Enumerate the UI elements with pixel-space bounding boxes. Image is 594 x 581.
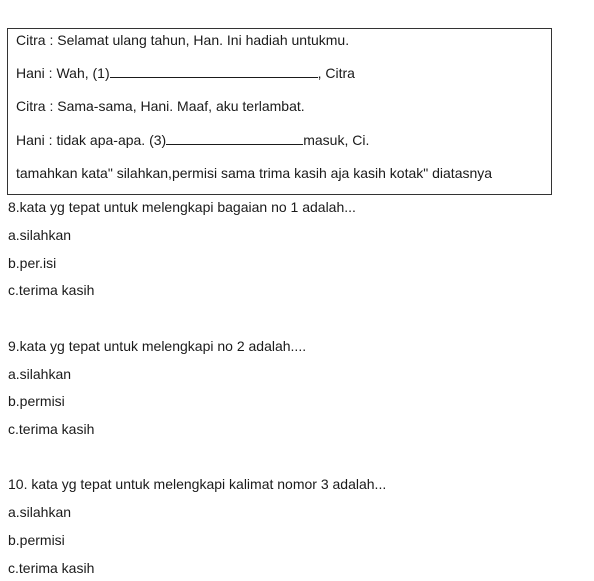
question-10-option-b: b.permisi	[8, 532, 65, 548]
question-10-option-c: c.terima kasih	[8, 560, 95, 576]
dialog-line-hani-invite-start: Hani : tidak apa-apa. (3)	[16, 132, 167, 148]
dialog-line-hani-reply	[16, 65, 355, 81]
question-10-prompt: 10. kata yg tepat untuk melengkapi kalimat nomor 3 adalah...	[8, 476, 387, 492]
dialog-box	[7, 28, 552, 195]
question-8-option-c: c.terima kasih	[8, 282, 95, 298]
question-9-option-a: a.silahkan	[8, 366, 72, 382]
dialog-line-citra-apology: Citra : Sama-sama, Hani. Maaf, aku terlambat.	[16, 98, 305, 114]
question-10-option-a: a.silahkan	[8, 504, 72, 520]
question-9-option-b: b.permisi	[8, 393, 65, 409]
question-8-option-a: a.silahkan	[8, 227, 72, 243]
dialog-line-citra-greeting: Citra : Selamat ulang tahun, Han. Ini hadiah untukmu.	[16, 32, 350, 48]
blank-3	[166, 132, 303, 145]
question-8-option-b: b.per.isi	[8, 255, 57, 271]
question-9-option-c: c.terima kasih	[8, 421, 95, 437]
question-9-prompt: 9.kata yg tepat untuk melengkapi no 2 adalah....	[8, 338, 307, 354]
dialog-line-hani-reply-start: Hani : Wah, (1)	[16, 65, 110, 81]
dialog-line-hani-invite	[16, 132, 369, 148]
question-8-prompt: 8.kata yg tepat untuk melengkapi bagaian no 1 adalah...	[8, 199, 356, 215]
dialog-line-hani-invite-end: masuk, Ci.	[303, 132, 370, 148]
dialog-note: tamahkan kata" silahkan,permisi sama trima kasih aja kasih kotak" diatasnya	[16, 165, 493, 181]
dialog-line-hani-reply-end: , Citra	[317, 65, 355, 81]
blank-1	[110, 65, 318, 78]
